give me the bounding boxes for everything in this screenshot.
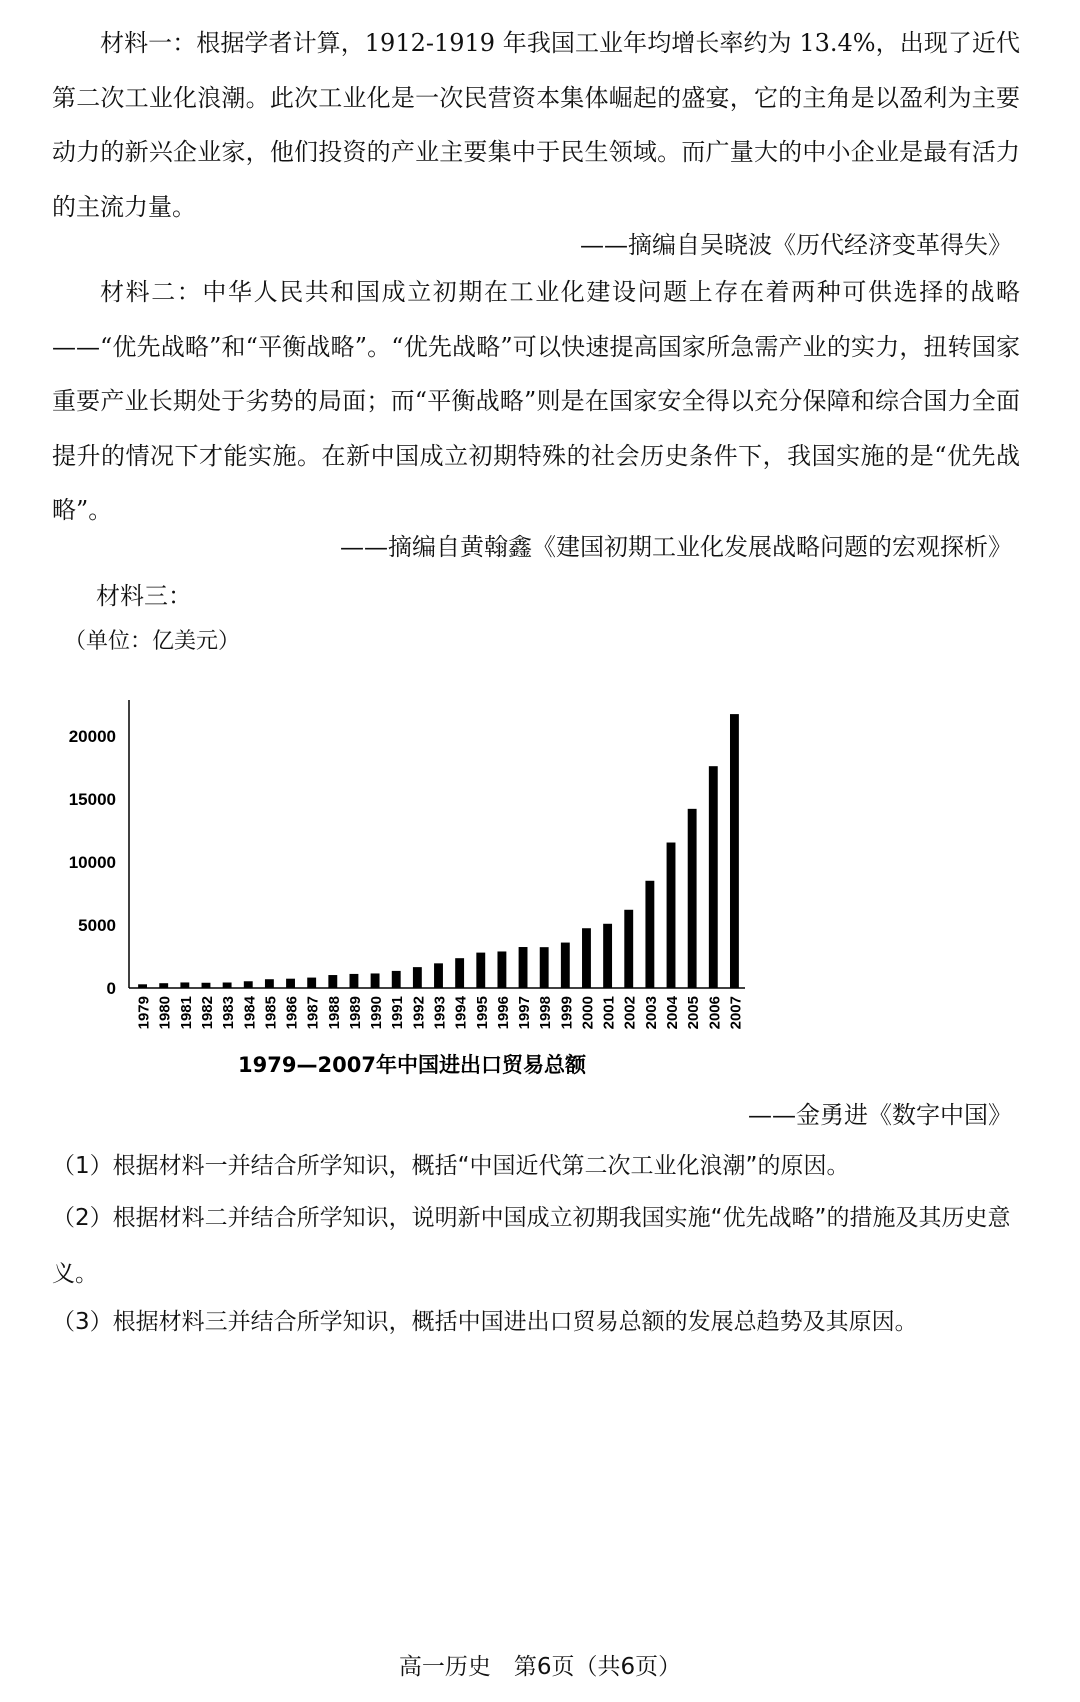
bar-2002 (624, 910, 633, 988)
chart-unit-label: （单位：亿美元） (64, 629, 241, 654)
x-tick-label-2000: 2000 (579, 996, 597, 1030)
bar-2004 (667, 843, 676, 988)
x-tick-label-1998: 1998 (537, 996, 555, 1030)
chart-title: 1979—2007年中国进出口贸易总额 (238, 1053, 586, 1077)
bar-1986 (286, 979, 295, 988)
trade-bar-chart (0, 700, 1080, 1090)
x-tick-label-1986: 1986 (283, 996, 301, 1030)
x-tick-label-1980: 1980 (156, 996, 174, 1030)
x-tick-label-1997: 1997 (516, 996, 534, 1030)
bar-2000 (582, 928, 591, 988)
x-tick-label-2003: 2003 (642, 996, 660, 1030)
x-tick-label-2007: 2007 (727, 996, 745, 1030)
bar-1988 (328, 975, 337, 988)
x-tick-label-1992: 1992 (410, 996, 428, 1030)
bar-1996 (497, 951, 506, 988)
x-tick-label-1996: 1996 (494, 996, 512, 1030)
bar-1993 (434, 963, 443, 988)
bar-2003 (645, 881, 654, 988)
x-tick-label-1988: 1988 (325, 996, 343, 1030)
material-1-text: 材料一：根据学者计算，1912-1919 年我国工业年均增长率约为 13.4%，出现了近代第二次工业化浪潮。此次工业化是一次民营资本集体崛起的盛宴，它的主角是以盈利为主要动力的新兴企业家，他们投资的产业主要集中于民生领域。而广量大的中小企业是最有活力的主流力量。 (52, 29, 1020, 221)
x-tick-label-1993: 1993 (431, 996, 449, 1030)
x-tick-label-1985: 1985 (262, 996, 280, 1030)
bar-1992 (413, 967, 422, 988)
bar-2006 (709, 766, 718, 988)
material-3-label: 材料三： (96, 582, 192, 610)
x-tick-label-1989: 1989 (346, 996, 364, 1030)
x-tick-label-2006: 2006 (706, 996, 724, 1030)
bar-2007 (730, 714, 739, 988)
x-tick-label-2004: 2004 (664, 996, 682, 1030)
bar-1984 (244, 981, 253, 988)
page-footer: 高一历史 第6页（共6页） (398, 1654, 682, 1680)
y-tick-label: 10000 (68, 853, 116, 872)
bar-1989 (350, 974, 359, 988)
x-tick-label-2001: 2001 (600, 996, 618, 1030)
bar-1998 (540, 947, 549, 988)
x-tick-label-2002: 2002 (621, 996, 639, 1030)
bar-1995 (476, 953, 485, 988)
x-tick-label-1979: 1979 (135, 996, 153, 1030)
bar-1991 (392, 971, 401, 988)
x-tick-label-1982: 1982 (198, 996, 216, 1030)
x-tick-label-1991: 1991 (389, 996, 407, 1030)
bar-1987 (307, 978, 316, 988)
bar-1979 (138, 984, 147, 988)
x-tick-label-1987: 1987 (304, 996, 322, 1030)
x-tick-label-2005: 2005 (685, 996, 703, 1030)
y-tick-label: 0 (106, 979, 116, 998)
y-tick-label: 15000 (68, 790, 116, 809)
x-tick-label-1994: 1994 (452, 996, 470, 1030)
x-tick-label-1995: 1995 (473, 996, 491, 1030)
x-tick-label-1999: 1999 (558, 996, 576, 1030)
bar-1994 (455, 958, 464, 988)
bar-1981 (180, 982, 189, 988)
bar-1980 (159, 983, 168, 988)
question-1: （1）根据材料一并结合所学知识，概括“中国近代第二次工业化浪潮”的原因。 (52, 1153, 850, 1179)
material-3-source: ——金勇进《数字中国》 (748, 1101, 1012, 1129)
bar-2001 (603, 924, 612, 988)
material-1-source: ——摘编自吴晓波《历代经济变革得失》 (580, 231, 1012, 259)
bar-1990 (371, 973, 380, 988)
bar-1983 (223, 983, 232, 988)
bar-1999 (561, 943, 570, 988)
material-2-text: 材料二：中华人民共和国成立初期在工业化建设问题上存在着两种可供选择的战略——“优先战略”和“平衡战略”。“优先战略”可以快速提高国家所急需产业的实力，扭转国家重要产业长期处于劣势的局面；而“平衡战略”则是在国家安全得以充分保障和综合国力全面提升的情况下才能实施。在新中国成立初期特殊的社会历史条件下，我国实施的是“优先战略”。 (52, 278, 1020, 524)
x-tick-label-1981: 1981 (177, 996, 195, 1030)
x-tick-label-1984: 1984 (241, 996, 259, 1030)
bar-1997 (519, 947, 528, 988)
material-2-source: ——摘编自黄翰鑫《建国初期工业化发展战略问题的宏观探析》 (340, 533, 1012, 561)
bar-2005 (688, 809, 697, 988)
question-2: （2）根据材料二并结合所学知识，说明新中国成立初期我国实施“优先战略”的措施及其历史意义。 (52, 1205, 1011, 1287)
y-tick-label: 5000 (78, 916, 116, 935)
x-tick-label-1990: 1990 (368, 996, 386, 1030)
y-tick-label: 20000 (68, 727, 116, 746)
bar-1985 (265, 979, 274, 988)
x-tick-label-1983: 1983 (220, 996, 238, 1030)
question-3: （3）根据材料三并结合所学知识，概括中国进出口贸易总额的发展总趋势及其原因。 (52, 1309, 918, 1335)
bar-1982 (202, 983, 211, 988)
